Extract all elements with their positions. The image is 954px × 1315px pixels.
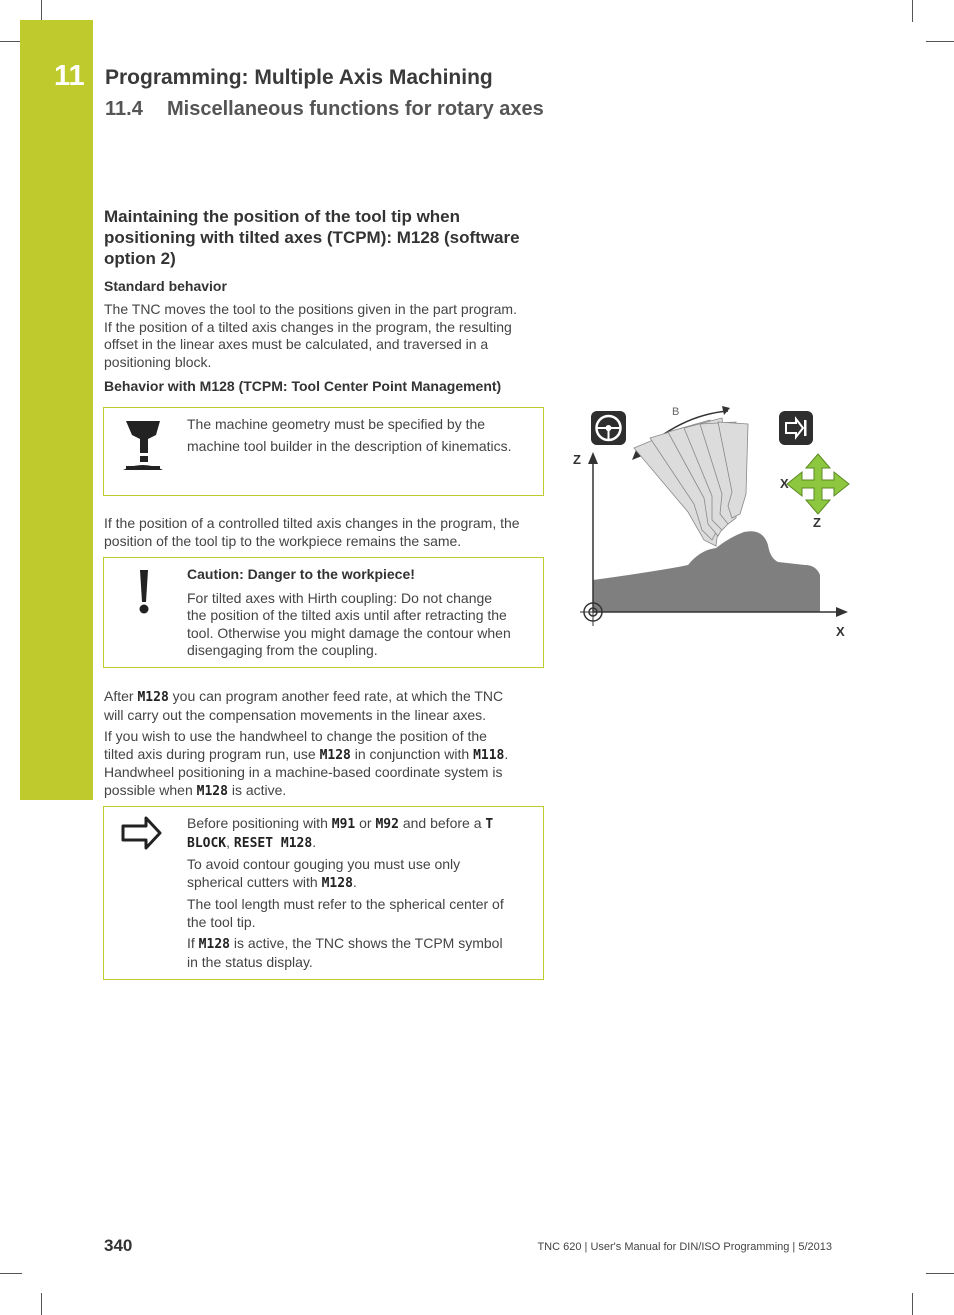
note-line: machine tool builder in the description of kinematics. xyxy=(187,437,512,454)
body-line: The TNC moves the tool to the positions given in the part program. xyxy=(104,301,517,317)
arrow-right-note-icon xyxy=(104,807,186,979)
crop-mark xyxy=(912,1293,913,1315)
m128-subheading xyxy=(104,378,544,394)
note-line: Before positioning with M91 or M92 and before a T xyxy=(187,815,494,832)
body-line: will carry out the compensation movements in the linear axes. xyxy=(104,706,487,723)
caution-line: disengaging from the coupling. xyxy=(187,642,378,658)
note-line: To avoid contour gouging you must use only xyxy=(187,856,461,872)
main-heading xyxy=(104,206,544,269)
heading-line: option 2) xyxy=(104,249,176,268)
crop-mark xyxy=(41,1293,42,1315)
caution-line: the position of the tilted axis until after retracting the xyxy=(187,607,507,623)
body-line: If you wish to use the handwheel to change the position of the xyxy=(104,728,487,744)
paragraph-tilted-axis xyxy=(104,515,544,550)
body-line: tilted axis during program run, use M128 in conjunction with M118. xyxy=(104,745,509,763)
note-line: The tool length must refer to the spherical center of xyxy=(187,896,504,912)
body-line: Handwheel positioning in a machine-based coordinate system is xyxy=(104,764,503,780)
body-line: position of the tool tip to the workpiece remains the same. xyxy=(104,532,462,549)
paragraph-feed-rate xyxy=(104,688,544,800)
standard-behavior-section xyxy=(104,278,544,371)
heading-line: positioning with tilted axes (TCPM): M128 (software xyxy=(104,228,520,247)
chapter-tab xyxy=(20,20,93,800)
caution-title: Caution: Danger to the workpiece! xyxy=(187,566,415,582)
note-box-positioning xyxy=(103,806,544,980)
footer-text: TNC 620 | User's Manual for DIN/ISO Programming | 5/2013 xyxy=(537,1241,832,1253)
crop-mark xyxy=(0,41,22,42)
body-line: If the position of a controlled tilted axis changes in the program, the xyxy=(104,515,520,531)
mode-arrow-icon xyxy=(779,411,813,445)
note-box-kinematics xyxy=(103,407,544,496)
subheading: Behavior with M128 (TCPM: Tool Center Point Management) xyxy=(104,378,502,394)
chapter-number: 11 xyxy=(54,60,85,92)
body-line: If the position of a tilted axis changes in the program, the resulting xyxy=(104,318,512,335)
b-axis-label: B xyxy=(672,406,680,418)
caution-line: For tilted axes with Hirth coupling: Do not change xyxy=(187,589,493,606)
chapter-title: Programming: Multiple Axis Machining xyxy=(105,66,493,89)
x-arrow-label: X xyxy=(780,476,789,491)
note-line: spherical cutters with M128. xyxy=(187,873,357,891)
xz-direction-arrows-icon xyxy=(787,454,849,514)
crop-mark xyxy=(926,41,954,42)
page-number: 340 xyxy=(104,1236,133,1255)
body-line: After M128 you can program another feed rate, at which the TNC xyxy=(104,688,504,705)
body-line: positioning block. xyxy=(104,353,212,370)
note-line: the tool tip. xyxy=(187,913,256,930)
note-line: The machine geometry must be specified by the xyxy=(187,416,486,432)
tcpm-figure xyxy=(570,400,860,645)
body-line: offset in the linear axes must be calculated, and traversed in a xyxy=(104,336,489,352)
heading-line: Maintaining the position of the tool tip when xyxy=(104,207,461,226)
x-axis-label: X xyxy=(836,624,845,639)
z-arrow-label: Z xyxy=(813,515,821,530)
crop-mark xyxy=(912,0,913,22)
section-number: 11.4 xyxy=(105,98,143,120)
crop-mark xyxy=(926,1273,954,1274)
caution-line: tool. Otherwise you might damage the contour when xyxy=(187,624,511,641)
handwheel-icon xyxy=(591,411,626,445)
warning-exclamation-icon xyxy=(104,558,186,667)
machine-note-icon xyxy=(104,408,186,495)
note-line: If M128 is active, the TNC shows the TCPM symbol xyxy=(187,935,503,952)
note-line: in the status display. xyxy=(187,953,313,970)
body-line: possible when M128 is active. xyxy=(104,781,287,799)
crop-mark xyxy=(41,0,42,22)
subheading: Standard behavior xyxy=(104,278,227,294)
z-axis-label: Z xyxy=(573,452,581,467)
note-line: BLOCK, RESET M128. xyxy=(187,833,317,851)
crop-mark xyxy=(0,1273,22,1274)
section-title-line xyxy=(105,98,544,121)
caution-box xyxy=(103,557,544,668)
section-title: Miscellaneous functions for rotary axes xyxy=(167,98,544,120)
